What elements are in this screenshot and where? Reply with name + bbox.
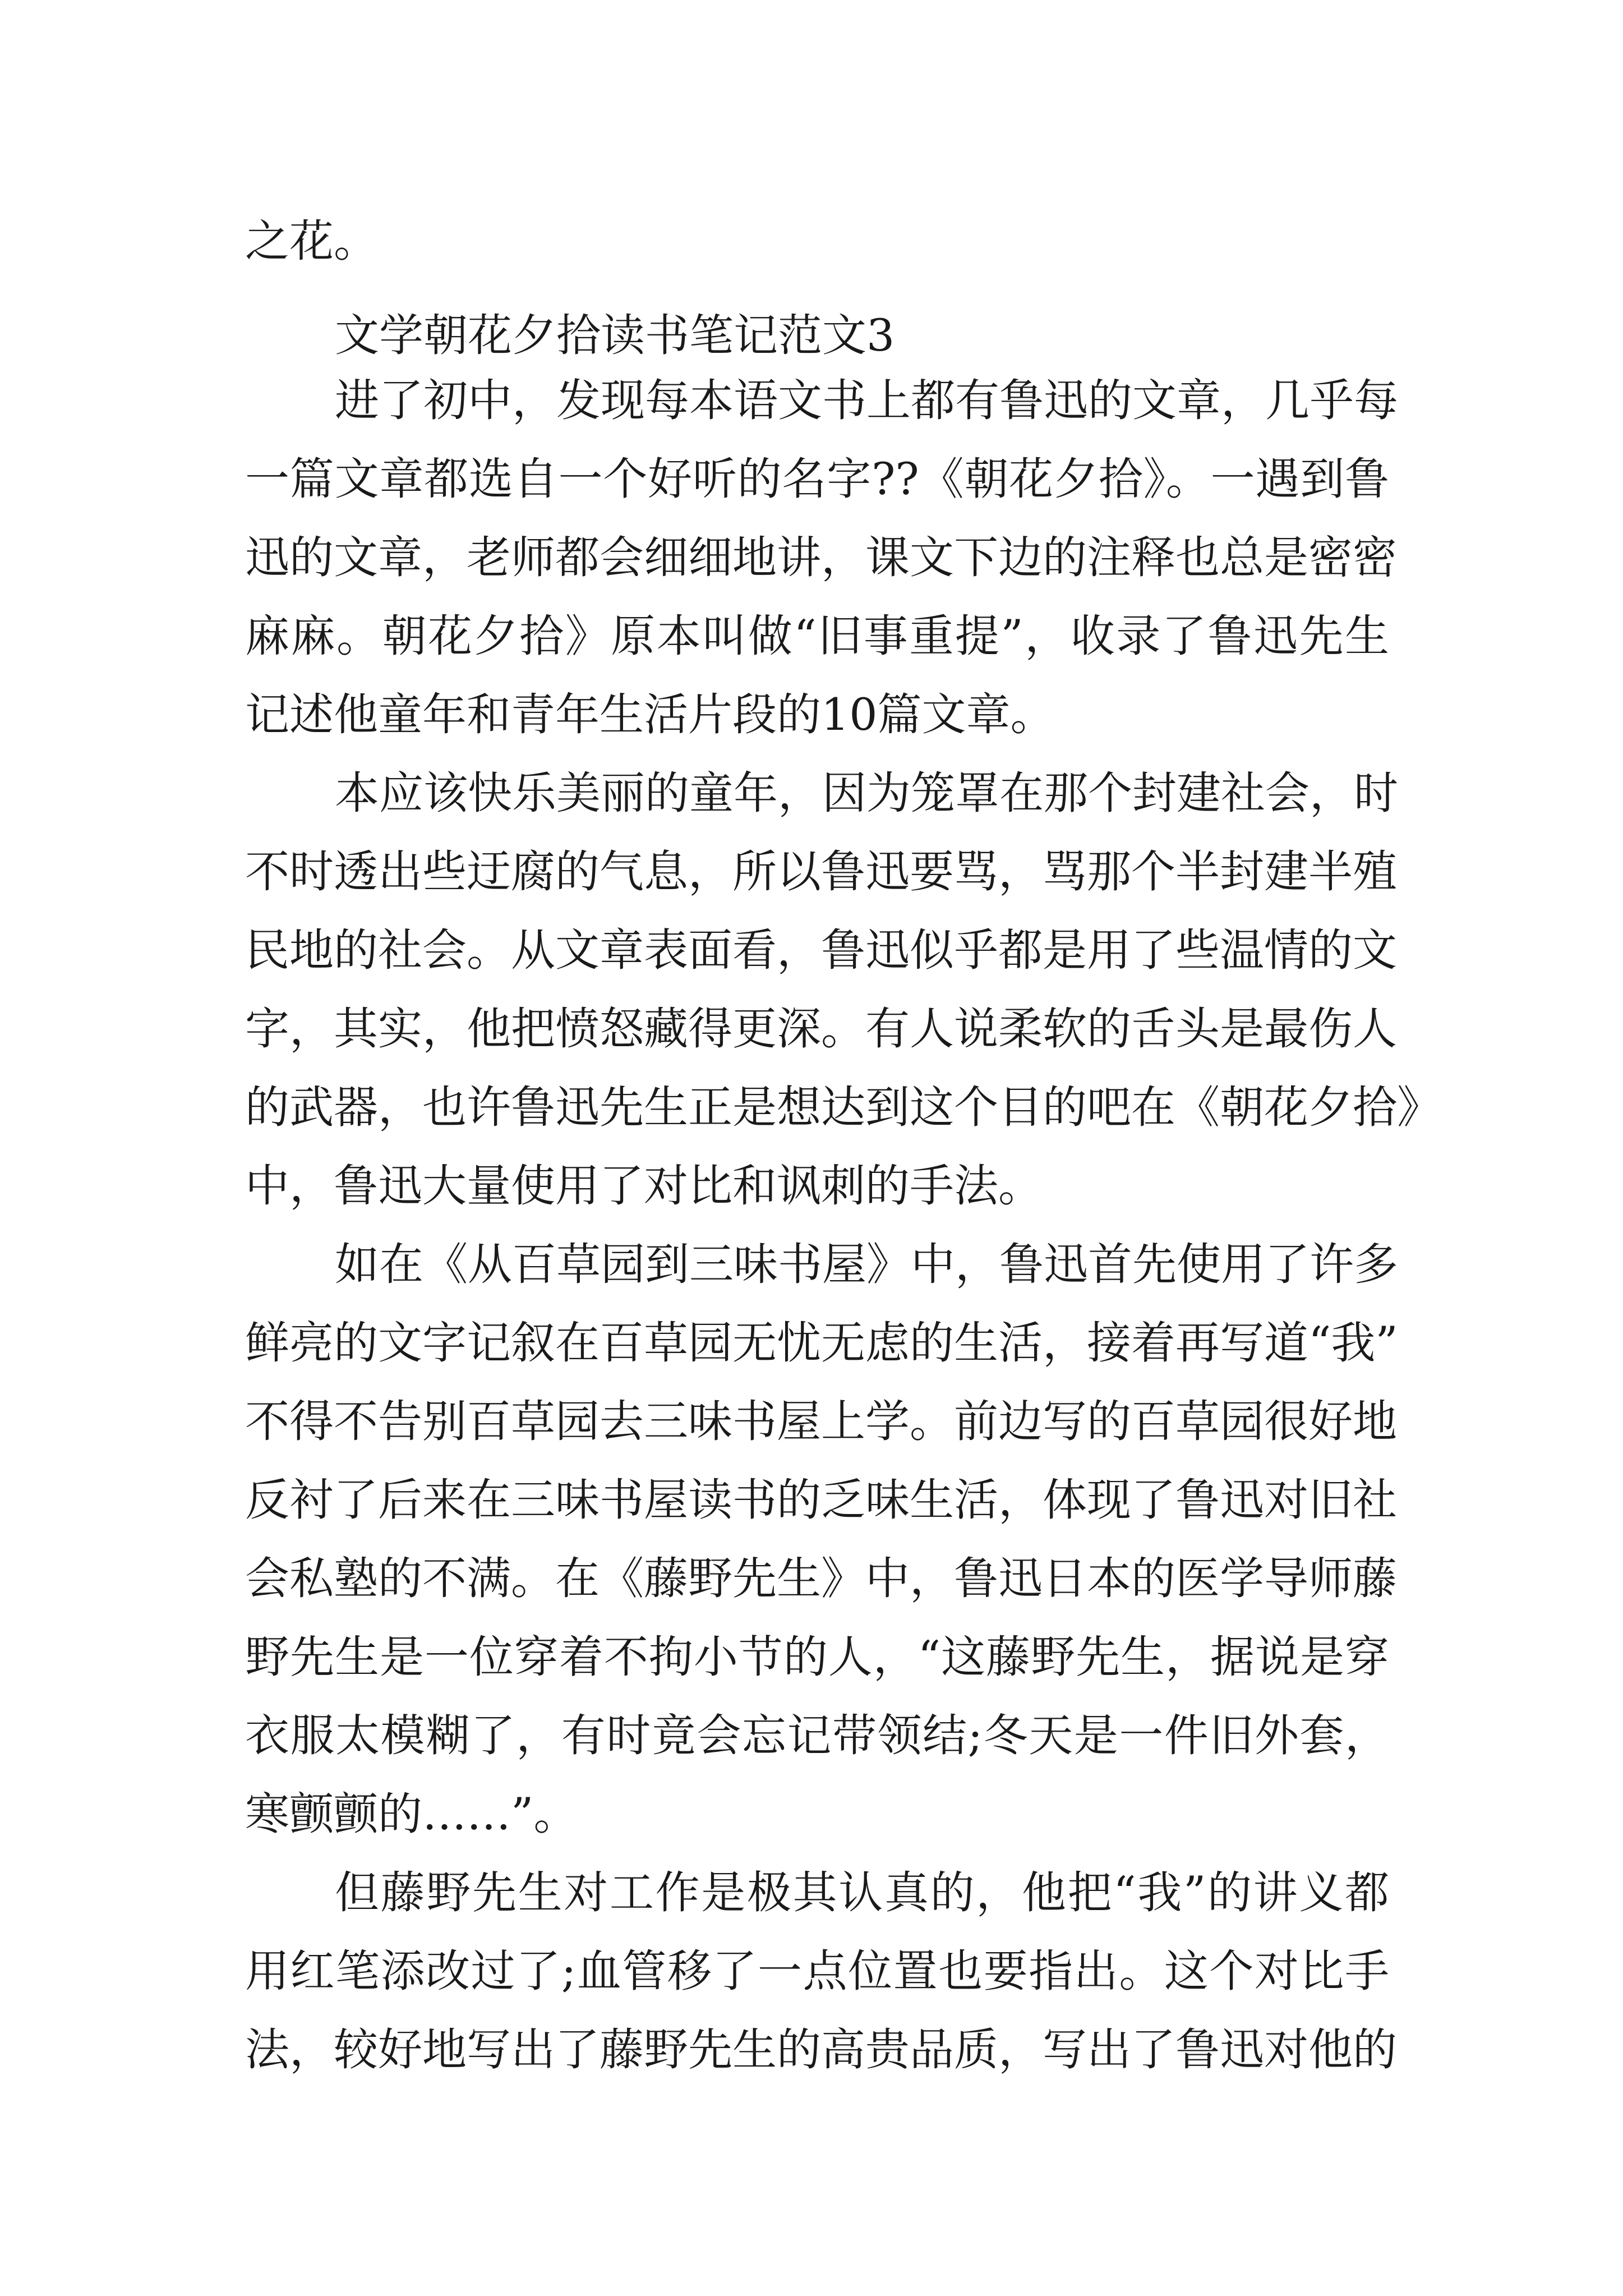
body-text-line: 进了初中，发现每本语文书上都有鲁迅的文章，几乎每 — [335, 375, 1398, 426]
body-text-line: 字，其实，他把愤怒藏得更深。有人说柔软的舌头是最伤人 — [245, 1003, 1397, 1055]
body-text-line: 麻麻。朝花夕拾》原本叫做“旧事重提”，收录了鲁迅先生 — [245, 610, 1389, 662]
body-text-line: 衣服太模糊了，有时竟会忘记带领结;冬天是一件旧外套， — [245, 1710, 1389, 1761]
body-text-line: 会私塾的不满。在《藤野先生》中，鲁迅日本的医学导师藤 — [245, 1553, 1397, 1604]
body-text-line: 但藤野先生对工作是极其认真的，他把“我”的讲义都 — [335, 1867, 1389, 1918]
body-text-line: 寒颤颤的……”。 — [245, 1788, 578, 1840]
body-text-line: 反衬了后来在三味书屋读书的乏味生活，体现了鲁迅对旧社 — [245, 1474, 1397, 1526]
body-text-line: 用红笔添改过了;血管移了一点位置也要指出。这个对比手 — [245, 1945, 1389, 1997]
body-text-line: 的武器，也许鲁迅先生正是想达到这个目的吧在《朝花夕拾》 — [245, 1082, 1441, 1133]
body-text-line: 中，鲁迅大量使用了对比和讽刺的手法。 — [245, 1160, 1043, 1212]
body-text-line: 一篇文章都选自一个好听的名字??《朝花夕拾》。一遇到鲁 — [245, 453, 1389, 505]
body-text-line: 野先生是一位穿着不拘小节的人，“这藤野先生，据说是穿 — [245, 1631, 1389, 1683]
body-text-line: 记述他童年和青年生活片段的10篇文章。 — [245, 689, 1055, 740]
body-text-line: 如在《从百草园到三味书屋》中，鲁迅首先使用了许多 — [335, 1239, 1398, 1290]
body-text-line: 不得不告别百草园去三味书屋上学。前边写的百草园很好地 — [245, 1396, 1397, 1447]
body-text-line: 迅的文章，老师都会细细地讲，课文下边的注释也总是密密 — [245, 532, 1397, 583]
body-text-line: 鲜亮的文字记叙在百草园无忧无虑的生活，接着再写道“我” — [245, 1317, 1398, 1369]
body-text-line: 不时透出些迂腐的气息，所以鲁迅要骂，骂那个半封建半殖 — [245, 846, 1397, 898]
body-text-line: 法，较好地写出了藤野先生的高贵品质，写出了鲁迅对他的 — [245, 2024, 1397, 2076]
body-text-line: 本应该快乐美丽的童年，因为笼罩在那个封建社会，时 — [335, 767, 1398, 819]
body-text-line: 之花。 — [245, 215, 378, 267]
section-heading: 文学朝花夕拾读书笔记范文3 — [335, 310, 895, 361]
body-text-line: 民地的社会。从文章表面看，鲁迅似乎都是用了些温情的文 — [245, 924, 1397, 976]
